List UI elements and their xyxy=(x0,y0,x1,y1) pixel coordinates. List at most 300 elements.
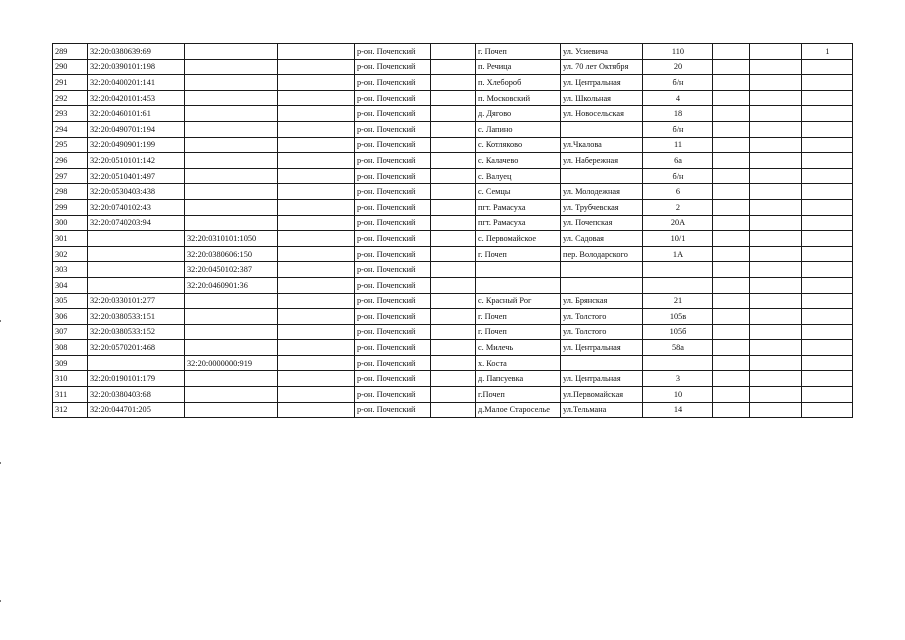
cadastral-number-cell: 32:20:0420101:453 xyxy=(88,90,185,106)
locality-cell: д.Малое Староселье xyxy=(476,402,561,418)
house-number-cell: б/н xyxy=(643,168,713,184)
street-cell: ул. Усиевича xyxy=(561,44,643,60)
table-row xyxy=(53,44,853,60)
empty-cell xyxy=(713,371,750,387)
cadastral-number-cell: 32:20:0740102:43 xyxy=(88,199,185,215)
empty-cell xyxy=(431,137,476,153)
cadastral-number-cell: 32:20:0380403:68 xyxy=(88,387,185,403)
table-row xyxy=(53,153,853,169)
cadastral-number-alt-cell xyxy=(185,168,278,184)
locality-cell: д. Дягово xyxy=(476,106,561,122)
count-cell xyxy=(802,355,853,371)
empty-cell xyxy=(278,293,355,309)
street-cell xyxy=(561,355,643,371)
cadastral-number-alt-cell xyxy=(185,106,278,122)
table-row xyxy=(53,75,853,91)
cadastral-number-cell: 32:20:0380533:152 xyxy=(88,324,185,340)
locality-cell: г. Почеп xyxy=(476,324,561,340)
row-number-cell: 311 xyxy=(53,387,88,403)
empty-cell xyxy=(713,44,750,60)
registry-body xyxy=(53,44,853,418)
cadastral-number-alt-cell: 32:20:0310101:1050 xyxy=(185,231,278,247)
house-number-cell: 110 xyxy=(643,44,713,60)
street-cell: ул. Центральная xyxy=(561,371,643,387)
table-row xyxy=(53,137,853,153)
empty-cell xyxy=(278,324,355,340)
locality-cell: с. Котляково xyxy=(476,137,561,153)
district-cell: р-он. Почепский xyxy=(355,402,431,418)
table-row xyxy=(53,121,853,137)
table-row xyxy=(53,59,853,75)
house-number-cell: 105в xyxy=(643,309,713,325)
count-cell xyxy=(802,246,853,262)
empty-cell xyxy=(713,324,750,340)
district-cell: р-он. Почепский xyxy=(355,44,431,60)
empty-cell xyxy=(750,199,802,215)
cadastral-number-cell: 32:20:0190101:179 xyxy=(88,371,185,387)
street-cell: ул. 70 лет Октября xyxy=(561,59,643,75)
empty-cell xyxy=(713,355,750,371)
cadastral-number-cell xyxy=(88,262,185,278)
row-number-cell: 301 xyxy=(53,231,88,247)
count-cell xyxy=(802,277,853,293)
table-row xyxy=(53,309,853,325)
house-number-cell: 58а xyxy=(643,340,713,356)
house-number-cell: 105б xyxy=(643,324,713,340)
empty-cell xyxy=(431,246,476,262)
empty-cell xyxy=(431,309,476,325)
cadastral-number-alt-cell: 32:20:0460901:36 xyxy=(185,277,278,293)
cadastral-number-cell: 32:20:0570201:468 xyxy=(88,340,185,356)
table-row xyxy=(53,199,853,215)
locality-cell: г.Почеп xyxy=(476,387,561,403)
cadastral-number-alt-cell xyxy=(185,309,278,325)
empty-cell xyxy=(278,90,355,106)
empty-cell xyxy=(750,262,802,278)
district-cell: р-он. Почепский xyxy=(355,246,431,262)
cadastral-number-alt-cell xyxy=(185,59,278,75)
empty-cell xyxy=(713,90,750,106)
locality-cell: п. Речица xyxy=(476,59,561,75)
empty-cell xyxy=(431,168,476,184)
row-number-cell: 290 xyxy=(53,59,88,75)
empty-cell xyxy=(278,402,355,418)
cadastral-number-alt-cell xyxy=(185,387,278,403)
cadastral-number-alt-cell xyxy=(185,293,278,309)
row-number-cell: 299 xyxy=(53,199,88,215)
street-cell: ул. Набережная xyxy=(561,153,643,169)
house-number-cell: 18 xyxy=(643,106,713,122)
empty-cell xyxy=(713,121,750,137)
empty-cell xyxy=(713,59,750,75)
locality-cell: с. Калачево xyxy=(476,153,561,169)
street-cell: ул. Молодежная xyxy=(561,184,643,200)
house-number-cell: 20А xyxy=(643,215,713,231)
empty-cell xyxy=(750,340,802,356)
scan-mark xyxy=(0,320,1,322)
empty-cell xyxy=(750,106,802,122)
count-cell xyxy=(802,293,853,309)
count-cell xyxy=(802,90,853,106)
house-number-cell: 6 xyxy=(643,184,713,200)
scan-mark xyxy=(0,462,1,464)
empty-cell xyxy=(431,59,476,75)
empty-cell xyxy=(431,387,476,403)
count-cell xyxy=(802,59,853,75)
cadastral-number-cell: 32:20:0530403:438 xyxy=(88,184,185,200)
district-cell: р-он. Почепский xyxy=(355,168,431,184)
empty-cell xyxy=(750,324,802,340)
count-cell xyxy=(802,262,853,278)
empty-cell xyxy=(431,371,476,387)
locality-cell: д. Папсуевка xyxy=(476,371,561,387)
count-cell xyxy=(802,199,853,215)
table-row xyxy=(53,215,853,231)
street-cell: ул. Толстого xyxy=(561,324,643,340)
empty-cell xyxy=(431,121,476,137)
empty-cell xyxy=(713,199,750,215)
row-number-cell: 293 xyxy=(53,106,88,122)
table-row xyxy=(53,90,853,106)
district-cell: р-он. Почепский xyxy=(355,371,431,387)
cadastral-number-alt-cell xyxy=(185,153,278,169)
empty-cell xyxy=(431,293,476,309)
district-cell: р-он. Почепский xyxy=(355,153,431,169)
empty-cell xyxy=(431,402,476,418)
street-cell: ул. Почепская xyxy=(561,215,643,231)
district-cell: р-он. Почепский xyxy=(355,231,431,247)
cadastral-number-cell: 32:20:0490701:194 xyxy=(88,121,185,137)
district-cell: р-он. Почепский xyxy=(355,387,431,403)
empty-cell xyxy=(278,153,355,169)
empty-cell xyxy=(750,277,802,293)
district-cell: р-он. Почепский xyxy=(355,262,431,278)
empty-cell xyxy=(750,168,802,184)
empty-cell xyxy=(750,309,802,325)
empty-cell xyxy=(278,355,355,371)
empty-cell xyxy=(431,262,476,278)
cadastral-number-cell: 32:20:0510101:142 xyxy=(88,153,185,169)
empty-cell xyxy=(713,293,750,309)
cadastral-number-cell: 32:20:0510401:497 xyxy=(88,168,185,184)
row-number-cell: 304 xyxy=(53,277,88,293)
empty-cell xyxy=(431,199,476,215)
house-number-cell: 20 xyxy=(643,59,713,75)
table-row xyxy=(53,262,853,278)
empty-cell xyxy=(713,137,750,153)
empty-cell xyxy=(750,231,802,247)
empty-cell xyxy=(431,231,476,247)
row-number-cell: 305 xyxy=(53,293,88,309)
count-cell xyxy=(802,215,853,231)
house-number-cell: 4 xyxy=(643,90,713,106)
table-row xyxy=(53,371,853,387)
table-row xyxy=(53,402,853,418)
street-cell xyxy=(561,277,643,293)
locality-cell: п. Хлебороб xyxy=(476,75,561,91)
locality-cell: п. Московский xyxy=(476,90,561,106)
district-cell: р-он. Почепский xyxy=(355,324,431,340)
cadastral-number-alt-cell xyxy=(185,215,278,231)
empty-cell xyxy=(713,277,750,293)
locality-cell: пгт. Рамасуха xyxy=(476,215,561,231)
row-number-cell: 294 xyxy=(53,121,88,137)
empty-cell xyxy=(278,277,355,293)
count-cell xyxy=(802,106,853,122)
count-cell xyxy=(802,168,853,184)
empty-cell xyxy=(713,340,750,356)
row-number-cell: 303 xyxy=(53,262,88,278)
count-cell xyxy=(802,309,853,325)
house-number-cell: б/н xyxy=(643,75,713,91)
district-cell: р-он. Почепский xyxy=(355,75,431,91)
district-cell: р-он. Почепский xyxy=(355,184,431,200)
row-number-cell: 295 xyxy=(53,137,88,153)
district-cell: р-он. Почепский xyxy=(355,106,431,122)
house-number-cell xyxy=(643,277,713,293)
district-cell: р-он. Почепский xyxy=(355,340,431,356)
empty-cell xyxy=(750,44,802,60)
street-cell: ул. Центральная xyxy=(561,75,643,91)
cadastral-number-alt-cell xyxy=(185,324,278,340)
empty-cell xyxy=(278,168,355,184)
locality-cell: с. Семцы xyxy=(476,184,561,200)
locality-cell: пгт. Рамасуха xyxy=(476,199,561,215)
house-number-cell: 14 xyxy=(643,402,713,418)
locality-cell: г. Почеп xyxy=(476,309,561,325)
scan-mark xyxy=(0,600,1,602)
row-number-cell: 312 xyxy=(53,402,88,418)
empty-cell xyxy=(278,137,355,153)
cadastral-number-cell: 32:20:0740203:94 xyxy=(88,215,185,231)
cadastral-number-alt-cell: 32:20:0450102:387 xyxy=(185,262,278,278)
house-number-cell: 2 xyxy=(643,199,713,215)
empty-cell xyxy=(278,340,355,356)
cadastral-number-cell: 32:20:0400201:141 xyxy=(88,75,185,91)
count-cell xyxy=(802,324,853,340)
empty-cell xyxy=(278,246,355,262)
house-number-cell xyxy=(643,262,713,278)
count-cell xyxy=(802,137,853,153)
empty-cell xyxy=(750,153,802,169)
empty-cell xyxy=(713,215,750,231)
table-row xyxy=(53,277,853,293)
empty-cell xyxy=(713,168,750,184)
empty-cell xyxy=(431,355,476,371)
count-cell xyxy=(802,75,853,91)
house-number-cell xyxy=(643,355,713,371)
empty-cell xyxy=(278,44,355,60)
row-number-cell: 292 xyxy=(53,90,88,106)
locality-cell: г. Почеп xyxy=(476,246,561,262)
locality-cell: х. Коста xyxy=(476,355,561,371)
count-cell xyxy=(802,153,853,169)
house-number-cell: 6а xyxy=(643,153,713,169)
cadastral-number-cell: 32:20:0390101:198 xyxy=(88,59,185,75)
table-row xyxy=(53,246,853,262)
empty-cell xyxy=(713,309,750,325)
cadastral-number-cell xyxy=(88,231,185,247)
empty-cell xyxy=(750,371,802,387)
empty-cell xyxy=(750,59,802,75)
empty-cell xyxy=(431,324,476,340)
street-cell: ул. Центральная xyxy=(561,340,643,356)
locality-cell xyxy=(476,262,561,278)
empty-cell xyxy=(750,355,802,371)
empty-cell xyxy=(431,184,476,200)
district-cell: р-он. Почепский xyxy=(355,215,431,231)
district-cell: р-он. Почепский xyxy=(355,121,431,137)
empty-cell xyxy=(278,106,355,122)
row-number-cell: 309 xyxy=(53,355,88,371)
cadastral-number-cell xyxy=(88,355,185,371)
count-cell xyxy=(802,371,853,387)
house-number-cell: 10/1 xyxy=(643,231,713,247)
row-number-cell: 297 xyxy=(53,168,88,184)
street-cell xyxy=(561,262,643,278)
count-cell xyxy=(802,402,853,418)
table-row xyxy=(53,324,853,340)
cadastral-number-alt-cell xyxy=(185,44,278,60)
cadastral-number-alt-cell xyxy=(185,90,278,106)
cadastral-number-alt-cell: 32:20:0380606:150 xyxy=(185,246,278,262)
cadastral-number-cell: 32:20:0380533:151 xyxy=(88,309,185,325)
empty-cell xyxy=(713,153,750,169)
empty-cell xyxy=(750,75,802,91)
empty-cell xyxy=(278,199,355,215)
cadastral-number-alt-cell xyxy=(185,75,278,91)
locality-cell: с. Лапино xyxy=(476,121,561,137)
empty-cell xyxy=(278,75,355,91)
locality-cell: с. Красный Рог xyxy=(476,293,561,309)
count-cell xyxy=(802,387,853,403)
row-number-cell: 296 xyxy=(53,153,88,169)
district-cell: р-он. Почепский xyxy=(355,309,431,325)
empty-cell xyxy=(713,231,750,247)
street-cell xyxy=(561,121,643,137)
empty-cell xyxy=(431,340,476,356)
row-number-cell: 307 xyxy=(53,324,88,340)
street-cell: ул. Школьная xyxy=(561,90,643,106)
table-row xyxy=(53,168,853,184)
district-cell: р-он. Почепский xyxy=(355,355,431,371)
row-number-cell: 306 xyxy=(53,309,88,325)
district-cell: р-он. Почепский xyxy=(355,59,431,75)
count-cell xyxy=(802,184,853,200)
table-row xyxy=(53,231,853,247)
empty-cell xyxy=(431,44,476,60)
empty-cell xyxy=(750,184,802,200)
empty-cell xyxy=(713,246,750,262)
count-cell: 1 xyxy=(802,44,853,60)
empty-cell xyxy=(750,137,802,153)
table-row xyxy=(53,106,853,122)
empty-cell xyxy=(278,371,355,387)
row-number-cell: 298 xyxy=(53,184,88,200)
row-number-cell: 308 xyxy=(53,340,88,356)
empty-cell xyxy=(750,402,802,418)
count-cell xyxy=(802,121,853,137)
empty-cell xyxy=(713,402,750,418)
empty-cell xyxy=(713,75,750,91)
locality-cell: г. Почеп xyxy=(476,44,561,60)
cadastral-number-cell xyxy=(88,277,185,293)
empty-cell xyxy=(278,231,355,247)
house-number-cell: 1А xyxy=(643,246,713,262)
street-cell: ул. Садовая xyxy=(561,231,643,247)
table-row xyxy=(53,340,853,356)
empty-cell xyxy=(431,277,476,293)
street-cell: ул.Чкалова xyxy=(561,137,643,153)
empty-cell xyxy=(431,215,476,231)
table-row xyxy=(53,293,853,309)
district-cell: р-он. Почепский xyxy=(355,137,431,153)
empty-cell xyxy=(278,262,355,278)
empty-cell xyxy=(278,309,355,325)
locality-cell: с. Первомайское xyxy=(476,231,561,247)
count-cell xyxy=(802,340,853,356)
table-row xyxy=(53,387,853,403)
row-number-cell: 310 xyxy=(53,371,88,387)
table-row xyxy=(53,184,853,200)
empty-cell xyxy=(278,215,355,231)
row-number-cell: 291 xyxy=(53,75,88,91)
locality-cell: с. Милечь xyxy=(476,340,561,356)
cadastral-number-alt-cell: 32:20:0000000:919 xyxy=(185,355,278,371)
empty-cell xyxy=(750,121,802,137)
empty-cell xyxy=(713,184,750,200)
empty-cell xyxy=(431,75,476,91)
empty-cell xyxy=(750,215,802,231)
street-cell: ул. Толстого xyxy=(561,309,643,325)
empty-cell xyxy=(750,246,802,262)
house-number-cell: 3 xyxy=(643,371,713,387)
cadastral-number-cell xyxy=(88,246,185,262)
empty-cell xyxy=(278,121,355,137)
empty-cell xyxy=(431,153,476,169)
district-cell: р-он. Почепский xyxy=(355,293,431,309)
street-cell xyxy=(561,168,643,184)
empty-cell xyxy=(431,90,476,106)
empty-cell xyxy=(278,59,355,75)
empty-cell xyxy=(278,387,355,403)
street-cell: ул.Первомайская xyxy=(561,387,643,403)
locality-cell xyxy=(476,277,561,293)
house-number-cell: 11 xyxy=(643,137,713,153)
cadastral-number-alt-cell xyxy=(185,137,278,153)
empty-cell xyxy=(750,90,802,106)
street-cell: ул. Трубчевская xyxy=(561,199,643,215)
empty-cell xyxy=(713,106,750,122)
cadastral-number-cell: 32:20:0490901:199 xyxy=(88,137,185,153)
row-number-cell: 302 xyxy=(53,246,88,262)
cadastral-number-cell: 32:20:0330101:277 xyxy=(88,293,185,309)
cadastral-number-alt-cell xyxy=(185,121,278,137)
table-row xyxy=(53,355,853,371)
empty-cell xyxy=(713,387,750,403)
cadastral-number-alt-cell xyxy=(185,199,278,215)
street-cell: ул.Тельмана xyxy=(561,402,643,418)
empty-cell xyxy=(431,106,476,122)
cadastral-number-cell: 32:20:0380639:69 xyxy=(88,44,185,60)
cadastral-number-alt-cell xyxy=(185,340,278,356)
empty-cell xyxy=(750,387,802,403)
house-number-cell: 21 xyxy=(643,293,713,309)
empty-cell xyxy=(278,184,355,200)
street-cell: пер. Володарского xyxy=(561,246,643,262)
locality-cell: с. Валуец xyxy=(476,168,561,184)
cadastral-number-cell: 32:20:044701:205 xyxy=(88,402,185,418)
